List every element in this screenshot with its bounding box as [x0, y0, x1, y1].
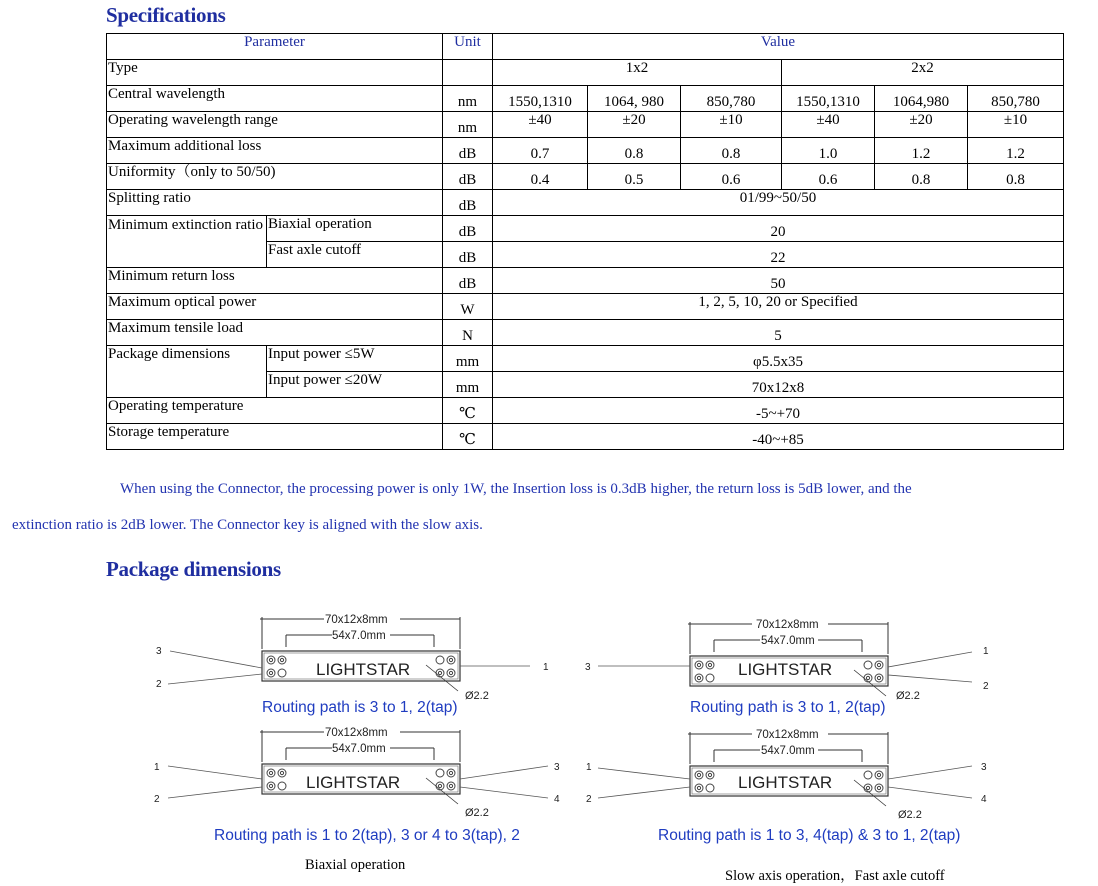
row-unit: mm [443, 372, 493, 398]
table-cell: 20 [493, 216, 1064, 242]
port-label: 1 [154, 762, 160, 773]
row-label: Maximum additional loss [107, 138, 443, 164]
dim-outer-label: 70x12x8mm [756, 729, 819, 741]
table-cell: ±20 [875, 112, 968, 138]
routing-path-label: Routing path is 3 to 1, 2(tap) [690, 699, 886, 716]
sub-label: Biaxial operation [267, 216, 443, 242]
specifications-heading: Specifications [106, 3, 226, 27]
table-row [107, 294, 1064, 320]
brand-label: LIGHTSTAR [738, 773, 833, 792]
specifications-table [106, 33, 1064, 450]
row-unit: N [443, 320, 493, 346]
port-label: 2 [156, 679, 162, 690]
table-cell: 850,780 [681, 86, 782, 112]
routing-path-label: Routing path is 3 to 1, 2(tap) [262, 699, 458, 716]
row-label: Maximum tensile load [107, 320, 443, 346]
package-dimensions-heading: Package dimensions [106, 557, 281, 581]
header-unit: Unit [443, 34, 493, 60]
table-cell: 1550,1310 [782, 86, 875, 112]
table-row [107, 346, 1064, 372]
row-label: Central wavelength [107, 86, 443, 112]
connector-note-line1: When using the Connector, the processing power is only 1W, the Insertion loss is 0.3dB higher, the return loss is 5dB lower, and the [120, 481, 912, 497]
table-cell: 5 [493, 320, 1064, 346]
row-label: Package dimensions [107, 346, 267, 398]
dim-inner-label: 54x7.0mm [332, 630, 386, 642]
port-label: 1 [586, 762, 592, 773]
dim-inner-label: 54x7.0mm [761, 635, 815, 647]
row-label: Maximum optical power [107, 294, 443, 320]
table-cell: 0.8 [968, 164, 1064, 190]
table-row [107, 138, 1064, 164]
dim-outer-label: 70x12x8mm [325, 727, 388, 739]
routing-path-label: Routing path is 1 to 2(tap), 3 or 4 to 3(tap), 2 [214, 827, 520, 844]
type-1x2: 1x2 [493, 60, 782, 86]
table-cell: ±40 [782, 112, 875, 138]
port-label: 2 [983, 681, 989, 692]
hole-label: Ø2.2 [898, 809, 922, 821]
table-row [107, 190, 1064, 216]
table-cell: ±10 [968, 112, 1064, 138]
port-label: 3 [981, 762, 987, 773]
table-cell: 0.8 [681, 138, 782, 164]
table-cell: φ5.5x35 [493, 346, 1064, 372]
port-label: 2 [154, 794, 160, 805]
table-cell: 0.6 [782, 164, 875, 190]
table-cell: 01/99~50/50 [493, 190, 1064, 216]
port-label: 2 [586, 794, 592, 805]
table-row [107, 112, 1064, 138]
table-row [107, 86, 1064, 112]
sub-label: Input power ≤20W [267, 372, 443, 398]
table-cell: 50 [493, 268, 1064, 294]
row-label: Operating wavelength range [107, 112, 443, 138]
table-header-row [107, 34, 1064, 60]
row-label: Type [107, 60, 443, 86]
brand-label: LIGHTSTAR [316, 660, 411, 679]
table-cell: -5~+70 [493, 398, 1064, 424]
row-unit: nm [443, 112, 493, 138]
dim-inner-label: 54x7.0mm [761, 745, 815, 757]
routing-path-label: Routing path is 1 to 3, 4(tap) & 3 to 1, 2(tap) [658, 827, 961, 844]
port-label: 3 [585, 662, 591, 673]
diagram-2x2-biaxial [154, 727, 560, 844]
row-unit: nm [443, 86, 493, 112]
port-label: 3 [554, 762, 560, 773]
table-cell: 1550,1310 [493, 86, 588, 112]
package-diagrams [0, 596, 1098, 886]
dim-outer-label: 70x12x8mm [325, 614, 388, 626]
dim-inner-label: 54x7.0mm [332, 743, 386, 755]
table-cell: ±10 [681, 112, 782, 138]
table-cell: 22 [493, 242, 1064, 268]
hole-label: Ø2.2 [896, 690, 920, 702]
row-unit: dB [443, 242, 493, 268]
row-unit: ℃ [443, 398, 493, 424]
table-cell: 1064,980 [875, 86, 968, 112]
row-unit: ℃ [443, 424, 493, 450]
sub-label: Input power ≤5W [267, 346, 443, 372]
row-unit: W [443, 294, 493, 320]
diagram-1x2-slow-axis [585, 619, 989, 716]
row-label: Splitting ratio [107, 190, 443, 216]
table-cell: -40~+85 [493, 424, 1064, 450]
table-cell: 0.4 [493, 164, 588, 190]
table-row [107, 268, 1064, 294]
table-cell: 1, 2, 5, 10, 20 or Specified [493, 294, 1064, 320]
row-unit: mm [443, 346, 493, 372]
table-cell: 0.7 [493, 138, 588, 164]
type-2x2: 2x2 [782, 60, 1064, 86]
diagram-2x2-slow-axis [586, 729, 987, 844]
table-cell: 70x12x8 [493, 372, 1064, 398]
row-label: Minimum extinction ratio [107, 216, 267, 268]
table-cell: 1.2 [875, 138, 968, 164]
row-unit: dB [443, 190, 493, 216]
table-cell: ±40 [493, 112, 588, 138]
table-row [107, 60, 1064, 86]
table-cell: 0.8 [875, 164, 968, 190]
dim-outer-label: 70x12x8mm [756, 619, 819, 631]
hole-label: Ø2.2 [465, 807, 489, 819]
port-label: 4 [981, 794, 987, 805]
sub-label: Fast axle cutoff [267, 242, 443, 268]
table-row [107, 424, 1064, 450]
table-cell: 1.2 [968, 138, 1064, 164]
row-unit [443, 60, 493, 86]
hole-label: Ø2.2 [465, 690, 489, 702]
brand-label: LIGHTSTAR [306, 773, 401, 792]
table-cell: 0.6 [681, 164, 782, 190]
table-row [107, 398, 1064, 424]
table-cell: 850,780 [968, 86, 1064, 112]
row-unit: dB [443, 216, 493, 242]
table-cell: 0.8 [588, 138, 681, 164]
row-label: Operating temperature [107, 398, 443, 424]
port-label: 1 [543, 662, 549, 673]
table-cell: 0.5 [588, 164, 681, 190]
connector-note-line2: extinction ratio is 2dB lower. The Connector key is aligned with the slow axis. [12, 517, 483, 533]
port-label: 4 [554, 794, 560, 805]
caption-biaxial: Biaxial operation [305, 857, 406, 873]
header-parameter: Parameter [107, 34, 443, 60]
row-unit: dB [443, 268, 493, 294]
table-cell: 1064, 980 [588, 86, 681, 112]
row-label: Uniformity（only to 50/50) [107, 164, 443, 190]
diagram-1x2-biaxial [156, 614, 549, 716]
brand-label: LIGHTSTAR [738, 660, 833, 679]
row-unit: dB [443, 138, 493, 164]
caption-slow-axis: Slow axis operation，Fast axle cutoff [725, 868, 945, 884]
table-row [107, 216, 1064, 242]
row-unit: dB [443, 164, 493, 190]
row-label: Minimum return loss [107, 268, 443, 294]
table-cell: 1.0 [782, 138, 875, 164]
table-cell: ±20 [588, 112, 681, 138]
table-row [107, 164, 1064, 190]
port-label: 3 [156, 646, 162, 657]
header-value: Value [493, 34, 1064, 60]
port-label: 1 [983, 646, 989, 657]
row-label: Storage temperature [107, 424, 443, 450]
table-row [107, 320, 1064, 346]
